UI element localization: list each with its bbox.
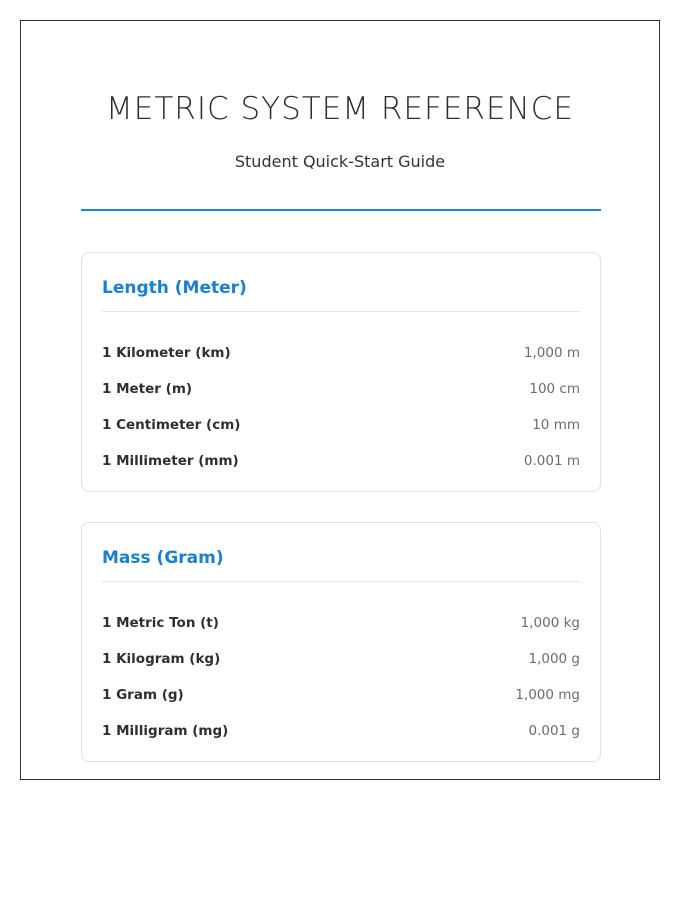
- unit-value: 1,000 g: [528, 651, 580, 667]
- section-title: Length (Meter): [102, 278, 247, 298]
- conversion-row: [102, 335, 580, 371]
- section-card-length: [81, 252, 601, 492]
- conversion-row: [102, 641, 580, 677]
- conversion-row: [102, 677, 580, 713]
- page-title: METRIC SYSTEM REFERENCE: [106, 91, 574, 127]
- page-subtitle: Student Quick-Start Guide: [234, 152, 446, 171]
- unit-label: 1 Meter (m): [102, 381, 193, 397]
- header-divider: [81, 209, 601, 211]
- conversion-row: [102, 443, 580, 479]
- unit-value: 100 cm: [529, 381, 580, 397]
- conversion-row: [102, 407, 580, 443]
- section-divider: [102, 581, 580, 582]
- conversion-list: [102, 605, 580, 749]
- reference-sheet: [20, 20, 660, 780]
- section-card-mass: [81, 522, 601, 762]
- unit-label: 1 Centimeter (cm): [102, 417, 241, 433]
- section-title: Mass (Gram): [102, 548, 224, 568]
- conversion-row: [102, 605, 580, 641]
- unit-value: 1,000 m: [523, 345, 580, 361]
- unit-label: 1 Gram (g): [102, 687, 184, 703]
- conversion-row: [102, 713, 580, 749]
- unit-label: 1 Kilometer (km): [102, 345, 231, 361]
- unit-label: 1 Milligram (mg): [102, 723, 229, 739]
- unit-label: 1 Kilogram (kg): [102, 651, 221, 667]
- unit-value: 1,000 mg: [515, 687, 580, 703]
- unit-value: 0.001 g: [528, 723, 580, 739]
- unit-label: 1 Metric Ton (t): [102, 615, 219, 631]
- unit-value: 10 mm: [532, 417, 580, 433]
- unit-value: 1,000 kg: [520, 615, 580, 631]
- unit-value: 0.001 m: [523, 453, 580, 469]
- unit-label: 1 Millimeter (mm): [102, 453, 239, 469]
- section-divider: [102, 311, 580, 312]
- conversion-list: [102, 335, 580, 479]
- conversion-row: [102, 371, 580, 407]
